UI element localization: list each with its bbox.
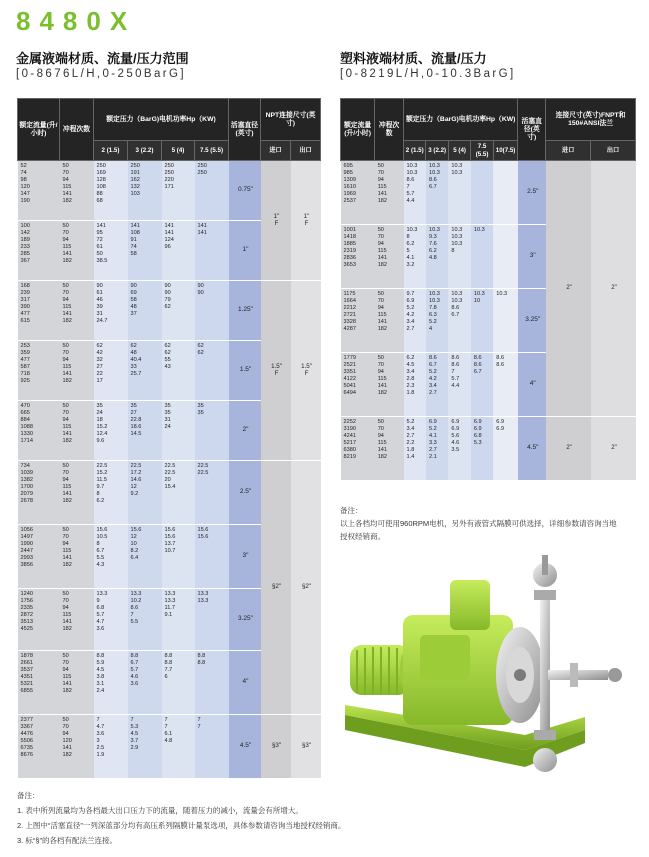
cell-conn-inlet: 2" bbox=[546, 417, 591, 481]
cell-conn-inlet: 2" bbox=[546, 161, 591, 417]
cell-flow: 2252 3190 4241 5217 6380 8219 bbox=[341, 417, 375, 481]
cell-stroke: 50 70 94 115 141 182 bbox=[60, 589, 94, 651]
cell-p5 bbox=[493, 161, 518, 225]
cell-p2: 10.3 9.3 7.6 6.2 4.8 bbox=[426, 225, 448, 289]
cell-p2: 8.6 6.7 5.2 4.2 3.4 2.7 bbox=[426, 353, 448, 417]
cell-stroke: 50 70 94 115 141 182 bbox=[60, 401, 94, 461]
cell-stroke: 50 70 94 115 141 182 bbox=[375, 289, 404, 353]
cell-p3: 35 35 31 24 bbox=[162, 401, 195, 461]
cell-flow: 695 985 1309 1610 1969 2537 bbox=[341, 161, 375, 225]
right-section-range: [0-8219L/H,0-10.3BarG] bbox=[340, 68, 516, 80]
cell-p1: 62 42 32 27 22 17 bbox=[94, 341, 128, 401]
table-row bbox=[18, 461, 321, 525]
cell-p3: 7 7 6.1 4.8 bbox=[162, 715, 195, 779]
right-section-title: 塑料液端材质、流量/压力 bbox=[340, 51, 487, 66]
cell-p3: 62 62 55 43 bbox=[162, 341, 195, 401]
header-hp-7-5: 7.5 (5.5) bbox=[471, 141, 493, 161]
cell-piston: 2" bbox=[229, 401, 261, 461]
cell-flow: 1056 1497 1990 2447 2993 3856 bbox=[18, 525, 60, 589]
cell-npt-inlet: 1.5" F bbox=[261, 281, 291, 461]
cell-stroke: 50 70 94 115 141 182 bbox=[60, 161, 94, 221]
right-note-2: 授权经销商。 bbox=[340, 532, 385, 541]
header-stroke: 冲程次数 bbox=[60, 99, 94, 161]
left-note-1: 1. 表中所列流量均为各档最大出口压力下的流量，随着压力的减小，流量会有所增大。 bbox=[17, 806, 303, 815]
header-hp-2: 2 (1.5) bbox=[94, 141, 128, 161]
cell-p4: 22.5 22.5 bbox=[195, 461, 229, 525]
cell-p3: 8.8 8.8 7.7 6 bbox=[162, 651, 195, 715]
cell-p4: 10.3 10 bbox=[471, 289, 493, 353]
cell-p3: 13.3 13.3 11.7 9.1 bbox=[162, 589, 195, 651]
cell-p3: 90 90 79 62 bbox=[162, 281, 195, 341]
cell-piston: 2.5" bbox=[518, 161, 546, 225]
cell-piston: 4.5" bbox=[518, 417, 546, 481]
header-npt: NPT连接尺寸(英寸) bbox=[261, 99, 321, 141]
cell-piston: 0.75" bbox=[229, 161, 261, 221]
cell-piston: 3.25" bbox=[518, 289, 546, 353]
left-section-range: [0-8676L/H,0-250BarG] bbox=[16, 68, 186, 80]
table-row bbox=[18, 715, 321, 779]
cell-p4: 62 62 bbox=[195, 341, 229, 401]
cell-p3: 141 141 124 96 bbox=[162, 221, 195, 281]
header-connection: 连接尺寸(英寸)FNPT和150#ANSI法兰 bbox=[546, 99, 636, 141]
cell-piston: 3" bbox=[229, 525, 261, 589]
cell-p2: 35 27 22.8 18.6 14.5 bbox=[128, 401, 162, 461]
header-pressure: 额定压力（BarG)电机功率Hp（KW) bbox=[404, 99, 518, 141]
cell-p2: 22.5 17.2 14.6 12 9.2 bbox=[128, 461, 162, 525]
cell-p1: 13.3 9 6.8 5.7 4.7 3.6 bbox=[94, 589, 128, 651]
header-hp-3: 3 (2.2) bbox=[128, 141, 162, 161]
cell-piston: 4" bbox=[229, 651, 261, 715]
cell-p5 bbox=[493, 225, 518, 289]
cell-flow: 253 359 477 587 718 925 bbox=[18, 341, 60, 401]
cell-p4: 7 7 bbox=[195, 715, 229, 779]
cell-npt-outlet: §2" bbox=[291, 461, 321, 715]
cell-piston: 1" bbox=[229, 221, 261, 281]
cell-stroke: 50 70 94 115 141 182 bbox=[60, 341, 94, 401]
header-hp-5: 5 (4) bbox=[448, 141, 470, 161]
cell-p2: 8.8 6.7 5.7 4.6 3.6 bbox=[128, 651, 162, 715]
header-outlet: 出口 bbox=[291, 141, 321, 161]
left-notes bbox=[17, 790, 345, 847]
cell-p5: 8.6 8.6 bbox=[493, 353, 518, 417]
table-row bbox=[341, 161, 636, 225]
cell-p4: 10.3 bbox=[471, 225, 493, 289]
cell-p1: 9.7 6.9 5.2 4.2 3.4 2.7 bbox=[404, 289, 426, 353]
cell-p4: 250 250 bbox=[195, 161, 229, 221]
header-piston: 活塞直径(英寸) bbox=[229, 99, 261, 161]
cell-flow: 1001 1418 1885 2319 2836 3653 bbox=[341, 225, 375, 289]
cell-p1: 141 95 72 61 50 38.5 bbox=[94, 221, 128, 281]
cell-p5: 6.9 6.9 bbox=[493, 417, 518, 481]
cell-p1: 250 169 128 108 88 68 bbox=[94, 161, 128, 221]
cell-p1: 90 61 46 39 31 24.7 bbox=[94, 281, 128, 341]
cell-p2: 250 191 162 132 103 bbox=[128, 161, 162, 221]
metering-pump-image bbox=[335, 545, 635, 785]
cell-p3: 15.6 15.6 13.7 10.7 bbox=[162, 525, 195, 589]
cell-flow: 734 1039 1382 1700 2079 2678 bbox=[18, 461, 60, 525]
cell-stroke: 50 70 94 115 141 182 bbox=[60, 221, 94, 281]
cell-p1: 6.2 4.5 3.4 2.8 2.3 1.8 bbox=[404, 353, 426, 417]
cell-npt-outlet: 1" F bbox=[291, 161, 321, 281]
cell-p1: 8.8 5.9 4.5 3.8 3.1 2.4 bbox=[94, 651, 128, 715]
cell-flow: 1878 2661 3537 4351 5321 6855 bbox=[18, 651, 60, 715]
cell-p4: 15.6 15.6 bbox=[195, 525, 229, 589]
cell-npt-inlet: §2" bbox=[261, 461, 291, 715]
cell-npt-inlet: 1" F bbox=[261, 161, 291, 281]
cell-p2: 90 69 58 48 37 bbox=[128, 281, 162, 341]
cell-p2: 13.3 10.2 8.6 7 5.5 bbox=[128, 589, 162, 651]
right-note-1: 以上各档均可使用960RPM电机，另外有液管式隔膜可供选择，详细参数请咨询当地 bbox=[340, 519, 617, 528]
cell-p2: 62 48 40.4 33 25.7 bbox=[128, 341, 162, 401]
header-hp-5: 5 (4) bbox=[162, 141, 195, 161]
cell-piston: 4.5" bbox=[229, 715, 261, 779]
cell-conn-outlet: 2" bbox=[591, 417, 636, 481]
model-title: 8480X bbox=[16, 6, 137, 36]
cell-p1: 10.3 10.3 8.6 7 5.7 4.4 bbox=[404, 161, 426, 225]
cell-p2: 15.6 12 10 8.2 6.4 bbox=[128, 525, 162, 589]
cell-p3: 250 250 220 171 bbox=[162, 161, 195, 221]
cell-p4 bbox=[471, 161, 493, 225]
cell-piston: 1.25" bbox=[229, 281, 261, 341]
cell-p3: 10.3 10.3 10.3 8 bbox=[448, 225, 470, 289]
cell-flow: 2377 3367 4476 5506 6735 8676 bbox=[18, 715, 60, 779]
metal-spec-table bbox=[17, 98, 321, 779]
cell-p1: 10.3 8 6.2 5 4.1 3.2 bbox=[404, 225, 426, 289]
table-row bbox=[18, 281, 321, 341]
cell-p1: 15.6 10.5 8 6.7 5.5 4.3 bbox=[94, 525, 128, 589]
cell-stroke: 50 70 94 115 141 182 bbox=[60, 525, 94, 589]
cell-p1: 7 4.7 3.6 3 2.5 1.9 bbox=[94, 715, 128, 779]
cell-npt-outlet: §3" bbox=[291, 715, 321, 779]
header-inlet: 进口 bbox=[261, 141, 291, 161]
right-notes bbox=[340, 504, 617, 543]
cell-p4: 35 35 bbox=[195, 401, 229, 461]
table-row bbox=[18, 161, 321, 221]
cell-flow: 470 665 884 1088 1330 1714 bbox=[18, 401, 60, 461]
cell-p4: 8.6 8.6 6.7 bbox=[471, 353, 493, 417]
cell-p1: 5.2 3.4 2.7 2.2 1.8 1.4 bbox=[404, 417, 426, 481]
cell-flow: 1779 2521 3351 4122 5041 6494 bbox=[341, 353, 375, 417]
cell-p5: 10.3 bbox=[493, 289, 518, 353]
cell-p4: 8.8 8.8 bbox=[195, 651, 229, 715]
cell-stroke: 50 70 94 115 141 182 bbox=[375, 161, 404, 225]
cell-p3: 6.9 6.9 5.6 4.6 3.5 bbox=[448, 417, 470, 481]
cell-piston: 4" bbox=[518, 353, 546, 417]
header-piston: 活塞直径(英寸) bbox=[518, 99, 546, 161]
cell-stroke: 50 70 94 115 141 182 bbox=[60, 461, 94, 525]
header-hp-2: 2 (1.5) bbox=[404, 141, 426, 161]
header-stroke: 冲程次数 bbox=[375, 99, 404, 161]
left-note-3: 3. 标“§”的各档有配法兰连接。 bbox=[17, 836, 118, 845]
cell-p2: 6.9 5.2 4.1 3.3 2.7 2.1 bbox=[426, 417, 448, 481]
cell-stroke: 50 70 94 120 141 182 bbox=[60, 715, 94, 779]
cell-p4: 13.3 13.3 bbox=[195, 589, 229, 651]
cell-piston: 3" bbox=[518, 225, 546, 289]
cell-p3: 10.3 10.3 bbox=[448, 161, 470, 225]
cell-p2: 10.3 10.3 7.8 6.3 5.2 4 bbox=[426, 289, 448, 353]
cell-p4: 141 141 bbox=[195, 221, 229, 281]
cell-p3: 10.3 10.3 8.6 6.7 bbox=[448, 289, 470, 353]
cell-piston: 3.25" bbox=[229, 589, 261, 651]
cell-p4: 90 90 bbox=[195, 281, 229, 341]
cell-piston: 2.5" bbox=[229, 461, 261, 525]
header-hp-3: 3 (2.2) bbox=[426, 141, 448, 161]
left-section-title: 金属液端材质、流量/压力范围 bbox=[16, 51, 189, 66]
cell-flow: 1175 1664 2212 2721 3328 4287 bbox=[341, 289, 375, 353]
cell-flow: 1240 1756 2335 2872 3513 4525 bbox=[18, 589, 60, 651]
cell-p4: 6.9 6.9 6.8 5.3 bbox=[471, 417, 493, 481]
cell-flow: 100 142 189 233 285 367 bbox=[18, 221, 60, 281]
cell-stroke: 50 70 94 115 141 182 bbox=[375, 353, 404, 417]
cell-piston: 1.5" bbox=[229, 341, 261, 401]
cell-p1: 35 24 18 15.2 12.4 9.6 bbox=[94, 401, 128, 461]
cell-p3: 22.5 22.5 20 15.4 bbox=[162, 461, 195, 525]
header-flow: 额定流量(升/小时) bbox=[341, 99, 375, 161]
header-hp-7-5: 7.5 (5.5) bbox=[195, 141, 229, 161]
header-hp-10: 10(7.5) bbox=[493, 141, 518, 161]
cell-npt-inlet: §3" bbox=[261, 715, 291, 779]
cell-p2: 141 108 91 74 58 bbox=[128, 221, 162, 281]
cell-conn-outlet: 2" bbox=[591, 161, 636, 417]
cell-npt-outlet: 1.5" F bbox=[291, 281, 321, 461]
cell-stroke: 50 70 94 115 141 182 bbox=[375, 417, 404, 481]
cell-flow: 168 239 317 390 477 615 bbox=[18, 281, 60, 341]
cell-p2: 7 5.3 4.5 3.7 2.9 bbox=[128, 715, 162, 779]
plastic-spec-table bbox=[340, 98, 636, 481]
cell-flow: 52 74 98 120 147 190 bbox=[18, 161, 60, 221]
cell-p2: 10.3 10.3 8.6 6.7 bbox=[426, 161, 448, 225]
right-notes-title: 备注： bbox=[340, 506, 363, 515]
cell-stroke: 50 70 94 115 141 182 bbox=[60, 651, 94, 715]
table-row bbox=[341, 417, 636, 481]
left-note-2: 2. 上图中“活塞直径”一列深蓝部分均有高压系列隔膜计量泵选项，具体参数请咨询当地授权经销商。 bbox=[17, 821, 346, 830]
cell-stroke: 50 70 94 115 141 182 bbox=[60, 281, 94, 341]
cell-p1: 22.5 15.2 11.5 9.7 8 6.2 bbox=[94, 461, 128, 525]
cell-stroke: 50 70 94 115 141 182 bbox=[375, 225, 404, 289]
header-inlet: 进口 bbox=[546, 141, 591, 161]
cell-p3: 8.6 8.6 7 5.7 4.4 bbox=[448, 353, 470, 417]
header-flow: 额定流量(升/小时) bbox=[18, 99, 60, 161]
left-notes-title: 备注： bbox=[17, 791, 40, 800]
header-pressure: 额定压力（BarG)电机功率Hp（KW) bbox=[94, 99, 229, 141]
header-outlet: 出口 bbox=[591, 141, 636, 161]
